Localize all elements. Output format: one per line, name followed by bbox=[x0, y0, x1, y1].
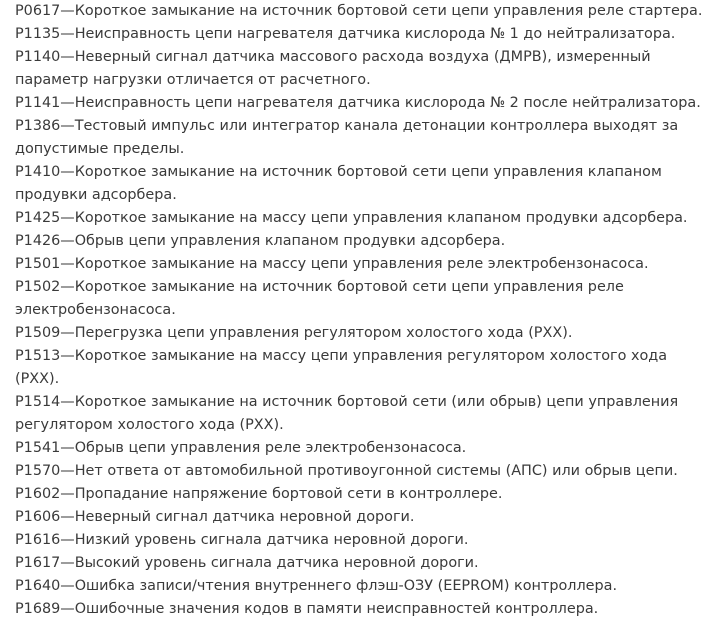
error-code-p1640: P1640—Ошибка записи/чтения внутреннего флэш-ОЗУ (EEPROM) контроллера. bbox=[15, 578, 618, 594]
error-code-p0617: P0617—Короткое замыкание на источник бортовой сети цепи управления реле стартера. bbox=[15, 3, 703, 19]
error-code-p1606: P1606—Неверный сигнал датчика неровной дороги. bbox=[15, 509, 415, 525]
error-code-p1541: P1541—Обрыв цепи управления реле электробензонасоса. bbox=[15, 440, 467, 456]
error-code-p1617: P1617—Высокий уровень сигнала датчика неровной дороги. bbox=[15, 555, 479, 571]
error-code-p1616: P1616—Низкий уровень сигнала датчика неровной дороги. bbox=[15, 532, 469, 548]
error-code-p1514: P1514—Короткое замыкание на источник бортовой сети (или обрыв) цепи управления регулятором холостого хода (РХХ). bbox=[15, 394, 679, 433]
error-code-p1509: P1509—Перегрузка цепи управления регулятором холостого хода (РХХ). bbox=[15, 325, 573, 341]
error-code-list bbox=[15, 0, 711, 621]
error-code-p1689: P1689—Ошибочные значения кодов в памяти неисправностей контроллера. bbox=[15, 601, 599, 617]
error-code-p1426: P1426—Обрыв цепи управления клапаном продувки адсорбера. bbox=[15, 233, 506, 249]
error-code-p1513: P1513—Короткое замыкание на массу цепи управления регулятором холостого хода (РХХ). bbox=[15, 348, 668, 387]
error-code-p1135: P1135—Неисправность цепи нагревателя датчика кислорода № 1 до нейтрализатора. bbox=[15, 26, 676, 42]
error-code-p1140: P1140—Неверный сигнал датчика массового расхода воздуха (ДМРВ), измеренный параметр нагрузки отличается от расчетного. bbox=[15, 49, 651, 88]
error-code-p1570: P1570—Нет ответа от автомобильной противоугонной системы (АПС) или обрыв цепи. bbox=[15, 463, 678, 479]
error-code-p1410: P1410—Короткое замыкание на источник бортовой сети цепи управления клапаном продувки адсорбера. bbox=[15, 164, 662, 203]
error-code-p1602: P1602—Пропадание напряжение бортовой сети в контроллере. bbox=[15, 486, 503, 502]
error-code-p1502: P1502—Короткое замыкание на источник бортовой сети цепи управления реле электробензонасоса. bbox=[15, 279, 624, 318]
error-code-p1501: P1501—Короткое замыкание на массу цепи управления реле электробензонасоса. bbox=[15, 256, 649, 272]
error-code-p1386: P1386—Тестовый импульс или интегратор канала детонации контроллера выходят за допустимые пределы. bbox=[15, 118, 679, 157]
error-code-p1425: P1425—Короткое замыкание на массу цепи управления клапаном продувки адсорбера. bbox=[15, 210, 688, 226]
error-code-p1141: P1141—Неисправность цепи нагревателя датчика кислорода № 2 после нейтрализатора. bbox=[15, 95, 701, 111]
